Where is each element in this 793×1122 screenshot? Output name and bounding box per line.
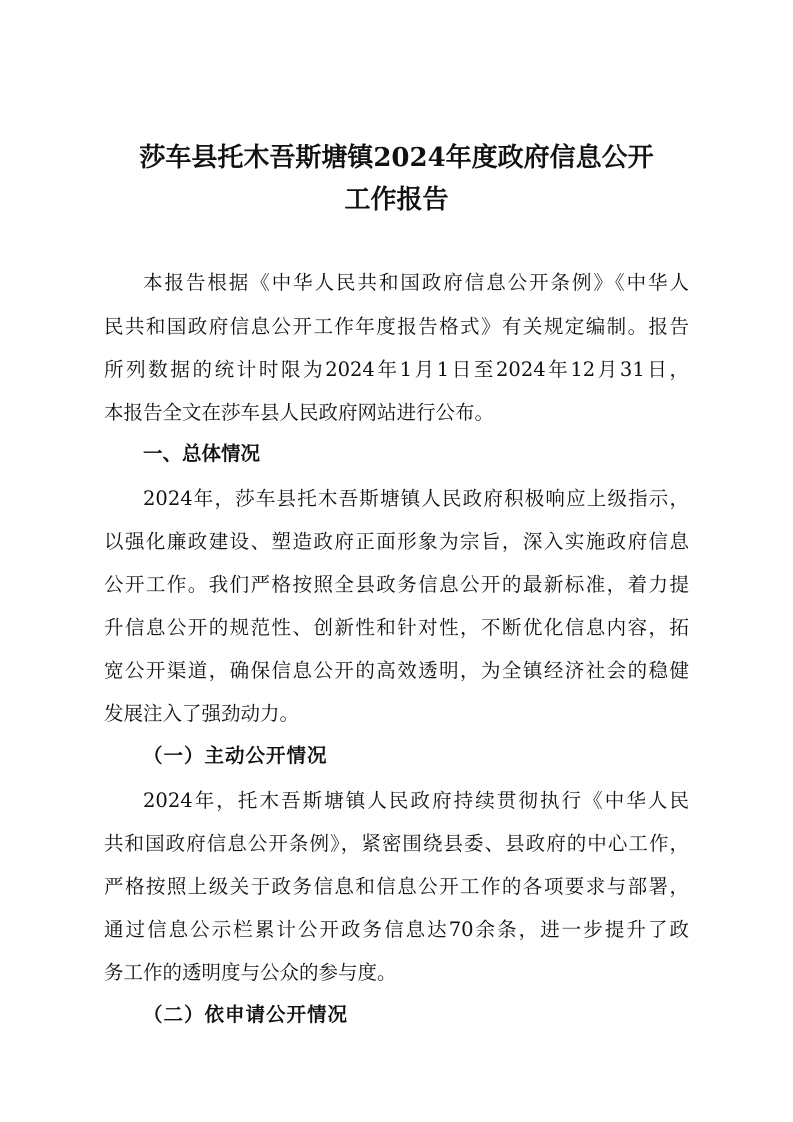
overview-line-3: 公开工作。我们严格按照全县政务信息公开的最新标准，着力提 xyxy=(104,573,689,596)
subsection-heading-proactive: （一）主动公开情况 xyxy=(143,744,328,767)
overview-line-2: 以强化廉政建设、塑造政府正面形象为宗旨，深入实施政府信息 xyxy=(104,530,689,553)
subsection-heading-on-request: （二）依申请公开情况 xyxy=(143,1003,349,1026)
proactive-line-2: 共和国政府信息公开条例》，紧密围绕县委、县政府的中心工作， xyxy=(104,832,689,855)
proactive-line-4: 通过信息公示栏累计公开政务信息达70余条，进一步提升了政 xyxy=(104,918,689,941)
document-title-line-2: 工作报告 xyxy=(344,185,449,215)
intro-line-3: 所列数据的统计时限为2024年1月1日至2024年12月31日， xyxy=(104,358,689,381)
section-heading-overview: 一、总体情况 xyxy=(143,442,261,465)
intro-line-1: 本报告根据《中华人民共和国政府信息公开条例》《中华人 xyxy=(143,271,689,294)
overview-line-1: 2024年，莎车县托木吾斯塘镇人民政府积极响应上级指示， xyxy=(143,487,689,510)
intro-line-4: 本报告全文在莎车县人民政府网站进行公布。 xyxy=(104,401,495,424)
overview-line-4: 升信息公开的规范性、创新性和针对性，不断优化信息内容，拓 xyxy=(104,616,689,639)
proactive-line-3: 严格按照上级关于政务信息和信息公开工作的各项要求与部署， xyxy=(104,875,689,898)
intro-line-2: 民共和国政府信息公开工作年度报告格式》有关规定编制。报告 xyxy=(104,315,689,338)
document-title-line-1: 莎车县托木吾斯塘镇2024年度政府信息公开 xyxy=(139,143,654,173)
overview-line-6: 发展注入了强劲动力。 xyxy=(104,702,300,725)
overview-line-5: 宽公开渠道，确保信息公开的高效透明，为全镇经济社会的稳健 xyxy=(104,659,689,682)
proactive-line-5: 务工作的透明度与公众的参与度。 xyxy=(104,961,397,984)
proactive-line-1: 2024年，托木吾斯塘镇人民政府持续贯彻执行《中华人民 xyxy=(143,789,689,812)
